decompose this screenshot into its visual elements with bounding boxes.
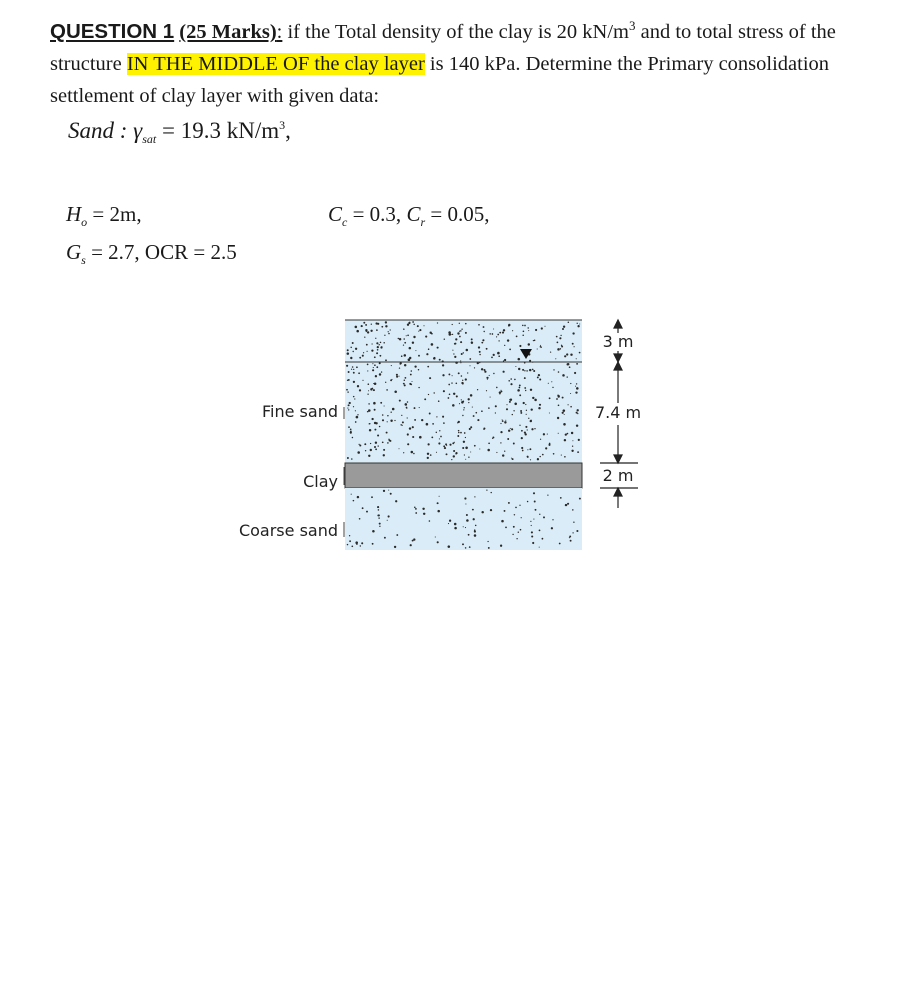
clay-label: Clay xyxy=(303,472,338,491)
highlighted-phrase: IN THE MIDDLE OF the clay layer xyxy=(126,52,425,75)
unit-superscript: 3 xyxy=(629,18,636,33)
coarse-sand-layer xyxy=(345,488,582,550)
ho-text: = 2m, xyxy=(87,202,142,226)
cr-symbol: C xyxy=(406,202,421,226)
gs-sub: s xyxy=(81,253,86,267)
cc-sub: c xyxy=(342,215,348,229)
sand-unit-weight xyxy=(68,118,291,147)
question-text-before: if the Total density of the clay is 20 kN/m xyxy=(282,20,629,43)
fine-sand-label: Fine sand xyxy=(262,402,338,421)
question-text-mid: and to total stress of the structure xyxy=(50,20,836,75)
question-text xyxy=(50,10,880,112)
question-text-after: is 140 kPa. Determine the Primary consolidation settlement of clay layer with given data: xyxy=(50,52,830,107)
cc-text: = 0.3, xyxy=(347,202,407,226)
gs-symbol: G xyxy=(66,240,82,264)
question-colon: : xyxy=(276,20,283,43)
cc-symbol: C xyxy=(328,202,343,226)
sand-value: = 19.3 kN/m xyxy=(156,118,280,143)
gs-text: = 2.7, OCR = 2.5 xyxy=(85,240,237,264)
gamma-subscript: sat xyxy=(142,132,157,146)
gamma-symbol: γ xyxy=(133,118,143,143)
dim-2m: 2 m xyxy=(602,466,634,485)
cr-text: = 0.05, xyxy=(425,202,490,226)
coarse-sand-label: Coarse sand xyxy=(238,521,338,540)
question-heading: QUESTION 1 xyxy=(50,19,175,43)
sand-unit-sup: 3 xyxy=(279,118,286,132)
cr-sub: r xyxy=(420,215,426,229)
sand-suffix: , xyxy=(285,118,291,143)
ho-sub: o xyxy=(81,215,88,229)
ho-value xyxy=(66,202,142,230)
cc-cr-values xyxy=(328,202,489,230)
ho-symbol: H xyxy=(66,202,82,226)
clay-layer xyxy=(345,463,582,488)
dim-7-4m: 7.4 m xyxy=(594,403,642,422)
soil-profile-figure xyxy=(220,315,660,560)
dim-3m: 3 m xyxy=(602,332,634,351)
question-marks: (25 Marks) xyxy=(179,20,277,43)
sand-label: Sand : xyxy=(68,118,128,143)
gs-ocr-values xyxy=(66,240,237,268)
